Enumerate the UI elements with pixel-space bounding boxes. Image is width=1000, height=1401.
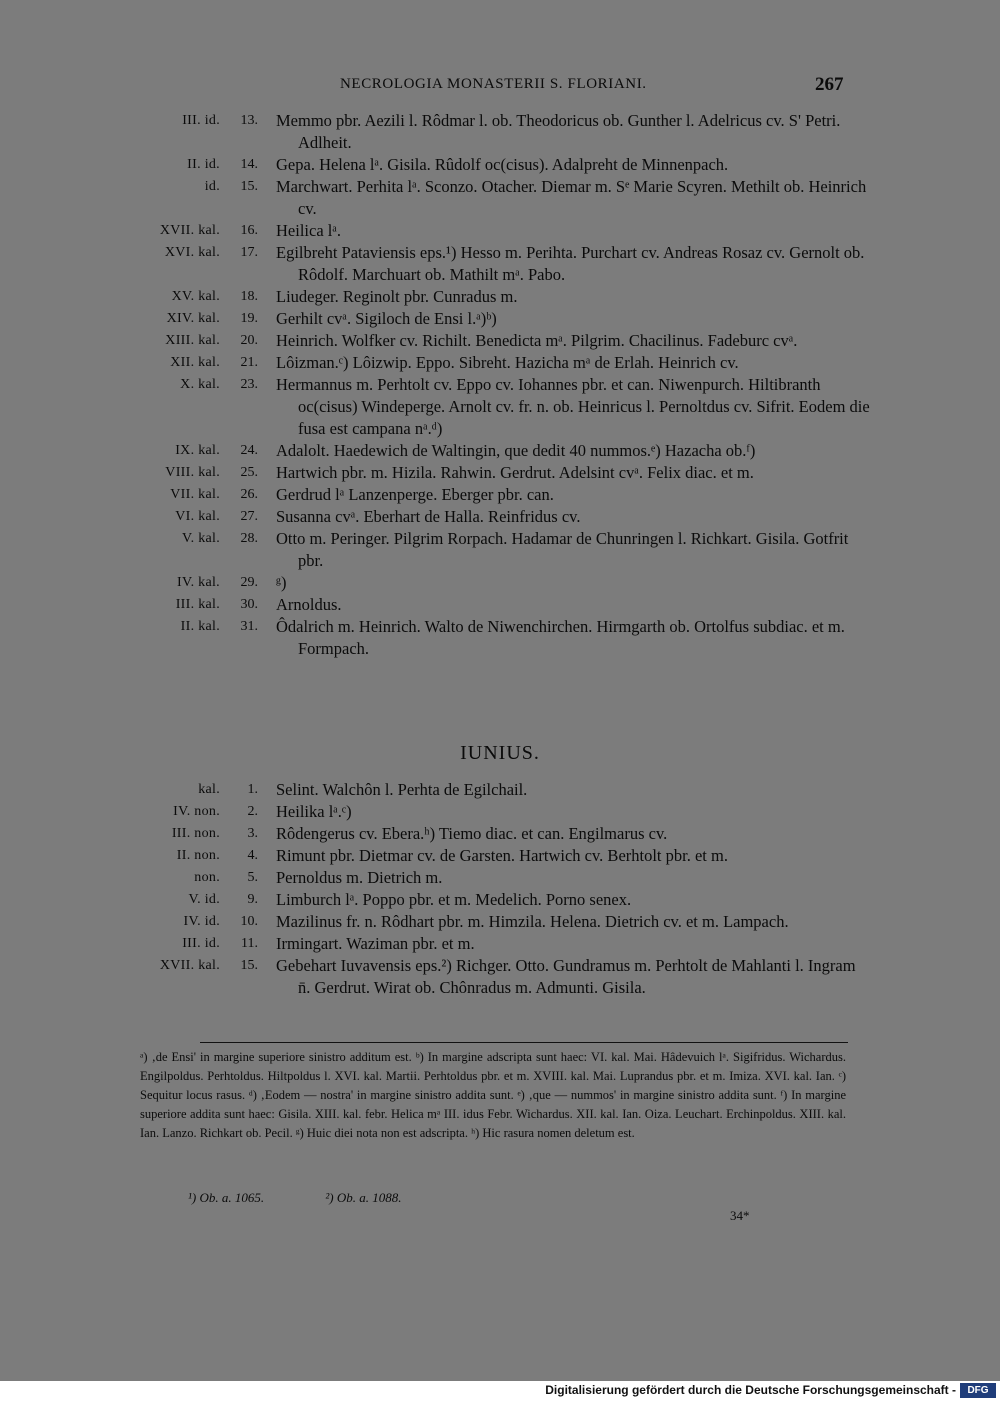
page-header	[0, 70, 1000, 100]
entry-row	[0, 911, 1000, 933]
entry-row	[0, 374, 1000, 440]
entry-day: 26.	[240, 487, 258, 502]
footer-bar	[0, 1381, 1000, 1401]
entry-day: 4.	[247, 848, 258, 863]
entry-day: 28.	[240, 531, 258, 546]
entry-text: Gerdrud lᵃ Lanzenperge. Eberger pbr. can.	[276, 485, 554, 504]
entry-row	[0, 220, 1000, 242]
entry-text: Liudeger. Reginolt pbr. Cunradus m.	[276, 287, 518, 306]
entry-text: Irmingart. Waziman pbr. et m.	[276, 934, 475, 953]
signature-mark: 34*	[730, 1208, 750, 1223]
entry-row	[0, 308, 1000, 330]
entry-day: 16.	[240, 223, 258, 238]
entry-day: 23.	[240, 377, 258, 392]
entry-text: Heilika lᵃ.ᶜ)	[276, 802, 352, 821]
entry-text: Gerhilt cvᵃ. Sigiloch de Ensi l.ᵃ)ᵇ)	[276, 309, 497, 328]
footnotes: ᵃ) ‚de Ensi' in margine superiore sinistro additum est. ᵇ) In margine adscripta sunt haec: VI. kal. Mai. Hâdevuich lᵃ. Sigifridus. Wichardus. Engilpoldus. Perhtoldus. Hiltpoldus l. XVI. kal. Martii. Perhtoldus pbr. et m. XVIII. kal. Mai. Luprandus pbr. et m. Imiza. XVI. kal. Ian. ᶜ) Sequitur locus rasus. ᵈ) ‚Eodem — nostra' in margine sinistro addita sunt. ᵉ) ‚que — nummos' in margine sinistro addita sunt. ᶠ) In margine superiore addita sunt haec: Gisila. XIII. kal. febr. Helica mᵃ III. idus Febr. Wichardus. XII. kal. Ian. Oiza. Leuchart. Erchinpoldus. XIII. kal. Ian. Lanzo. Richkart ob. Pecil. ᵍ) Huic diei nota non est adscripta. ʰ) Hic rasura nomen deletum est.	[140, 1050, 846, 1140]
entry-date: IV. id.	[183, 914, 220, 929]
entry-row	[0, 110, 1000, 154]
entry-row	[0, 242, 1000, 286]
entry-day: 2.	[247, 804, 258, 819]
entry-date: III. non.	[171, 826, 220, 841]
entry-day: 25.	[240, 465, 258, 480]
entry-row	[0, 889, 1000, 911]
entry-date: id.	[204, 179, 220, 194]
entry-date: III. id.	[182, 936, 220, 951]
entry-date: XIII. kal.	[165, 333, 220, 348]
entry-date: XVII. kal.	[159, 223, 220, 238]
entry-date: XV. kal.	[171, 289, 220, 304]
entry-date: XIV. kal.	[166, 311, 220, 326]
entry-day: 30.	[240, 597, 258, 612]
entry-row	[0, 330, 1000, 352]
entry-date: IV. non.	[173, 804, 220, 819]
entry-date: V. kal.	[181, 531, 220, 546]
dfg-logo: DFG	[960, 1383, 996, 1398]
entry-date: II. non.	[176, 848, 220, 863]
entry-date: XVI. kal.	[164, 245, 220, 260]
entry-text: Mazilinus fr. n. Rôdhart pbr. m. Himzila. Helena. Dietrich cv. et m. Lampach.	[276, 912, 789, 931]
entry-text: Heilica lᵃ.	[276, 221, 341, 240]
entry-date: IX. kal.	[175, 443, 220, 458]
entry-date: kal.	[198, 782, 220, 797]
entry-day: 19.	[240, 311, 258, 326]
entry-day: 15.	[240, 958, 258, 973]
entry-day: 20.	[240, 333, 258, 348]
entry-text: Pernoldus m. Dietrich m.	[276, 868, 443, 887]
entry-row	[0, 572, 1000, 594]
entry-day: 5.	[247, 870, 258, 885]
entry-row	[0, 594, 1000, 616]
entry-row	[0, 801, 1000, 823]
entry-row	[0, 933, 1000, 955]
entry-date: III. id.	[182, 113, 220, 128]
obit-note: ¹) Ob. a. 1065.	[188, 1190, 265, 1205]
entry-date: IV. kal.	[177, 575, 220, 590]
entry-date: X. kal.	[180, 377, 220, 392]
entry-text: Hermannus m. Perhtolt cv. Eppo cv. Iohannes pbr. et can. Niwenpurch. Hiltibranth oc(cisus) Windeperge. Arnolt cv. fr. n. ob. Heinricus l. Pernoltdus cv. Sifrit. Eodem die fusa est campana nᵃ.ᵈ)	[276, 375, 870, 438]
entry-text: Gepa. Helena lᵃ. Gisila. Rûdolf oc(cisus). Adalpreht de Minnenpach.	[276, 155, 729, 174]
entry-text: Rimunt pbr. Dietmar cv. de Garsten. Hartwich cv. Berhtolt pbr. et m.	[276, 846, 728, 865]
entry-day: 14.	[240, 157, 258, 172]
entry-row	[0, 867, 1000, 889]
entry-day: 17.	[240, 245, 258, 260]
entry-text: ᵍ)	[276, 573, 287, 592]
entry-day: 24.	[240, 443, 258, 458]
entry-row	[0, 484, 1000, 506]
entry-text: Memmo pbr. Aezili l. Rôdmar l. ob. Theodoricus ob. Gunther l. Adelricus cv. S' Petri. Adlheit.	[276, 111, 841, 152]
entry-day: 3.	[247, 826, 258, 841]
entry-text: Lôizman.ᶜ) Lôizwip. Eppo. Sibreht. Hazicha mᵃ de Erlah. Heinrich cv.	[276, 353, 739, 372]
entry-date: II. id.	[187, 157, 220, 172]
entry-day: 1.	[247, 782, 258, 797]
page-number: 267	[815, 74, 844, 95]
entry-date: VIII. kal.	[165, 465, 220, 480]
june-entries	[0, 779, 1000, 999]
entry-day: 13.	[240, 113, 258, 128]
entry-day: 15.	[240, 179, 258, 194]
entry-text: Gebehart Iuvavensis eps.²) Richger. Otto. Gundramus m. Perhtolt de Mahlanti l. Ingram n̄. Gerdrut. Wirat ob. Chônradus m. Admunti. Gisila.	[276, 956, 856, 997]
entry-row	[0, 154, 1000, 176]
entry-text: Hartwich pbr. m. Hizila. Rahwin. Gerdrut. Adelsint cvᵃ. Felix diac. et m.	[276, 463, 754, 482]
entry-day: 9.	[247, 892, 258, 907]
entry-row	[0, 352, 1000, 374]
entry-date: XII. kal.	[170, 355, 220, 370]
entry-text: Arnoldus.	[276, 595, 342, 614]
entry-row	[0, 616, 1000, 660]
obit-notes	[188, 1190, 460, 1206]
entry-text: Egilbreht Pataviensis eps.¹) Hesso m. Perihta. Purchart cv. Andreas Rosaz cv. Gernolt ob. Rôdolf. Marchuart ob. Mathilt mᵃ. Pabo.	[276, 243, 865, 284]
entry-row	[0, 823, 1000, 845]
entry-row	[0, 528, 1000, 572]
entry-day: 29.	[240, 575, 258, 590]
entry-row	[0, 176, 1000, 220]
entry-text: Rôdengerus cv. Ebera.ʰ) Tiemo diac. et can. Engilmarus cv.	[276, 824, 668, 843]
entry-date: II. kal.	[180, 619, 220, 634]
entry-text: Ôdalrich m. Heinrich. Walto de Niwenchirchen. Hirmgarth ob. Ortolfus subdiac. et m. Formpach.	[276, 617, 845, 658]
entry-day: 27.	[240, 509, 258, 524]
entry-row	[0, 440, 1000, 462]
entry-text: Limburch lᵃ. Poppo pbr. et m. Medelich. Porno senex.	[276, 890, 632, 909]
entry-row	[0, 779, 1000, 801]
entry-date: non.	[194, 870, 220, 885]
entry-day: 18.	[240, 289, 258, 304]
entry-date: VII. kal.	[170, 487, 220, 502]
entry-day: 11.	[241, 936, 258, 951]
entry-text: Adalolt. Haedewich de Waltingin, que dedit 40 nummos.ᵉ) Hazacha ob.ᶠ)	[276, 441, 756, 460]
entry-date: V. id.	[188, 892, 220, 907]
entry-text: Susanna cvᵃ. Eberhart de Halla. Reinfridus cv.	[276, 507, 581, 526]
entry-day: 10.	[240, 914, 258, 929]
footer-credit: Digitalisierung gefördert durch die Deutsche Forschungsgemeinschaft -	[545, 1383, 956, 1397]
entry-row	[0, 845, 1000, 867]
running-title: NECROLOGIA MONASTERII S. FLORIANI.	[340, 76, 647, 92]
entry-text: Otto m. Peringer. Pilgrim Rorpach. Hadamar de Chunringen l. Richkart. Gisila. Gotfrit pbr.	[276, 529, 849, 570]
entry-date: XVII. kal.	[159, 958, 220, 973]
section-title: IUNIUS.	[460, 742, 540, 764]
entry-row	[0, 462, 1000, 484]
entry-day: 31.	[240, 619, 258, 634]
entry-text: Marchwart. Perhita lᵃ. Sconzo. Otacher. Diemar m. Sᵉ Marie Scyren. Methilt ob. Heinrich cv.	[276, 177, 867, 218]
entry-row	[0, 286, 1000, 308]
entry-day: 21.	[240, 355, 258, 370]
entry-row	[0, 955, 1000, 999]
entry-text: Selint. Walchôn l. Perhta de Egilchail.	[276, 780, 528, 799]
entry-date: VI. kal.	[175, 509, 220, 524]
entry-date: III. kal.	[175, 597, 220, 612]
footnote-divider	[200, 1042, 848, 1043]
obit-note: ²) Ob. a. 1088.	[325, 1190, 402, 1205]
may-entries	[0, 110, 1000, 660]
entry-text: Heinrich. Wolfker cv. Richilt. Benedicta mᵃ. Pilgrim. Chacilinus. Fadeburc cvᵃ.	[276, 331, 798, 350]
entry-row	[0, 506, 1000, 528]
